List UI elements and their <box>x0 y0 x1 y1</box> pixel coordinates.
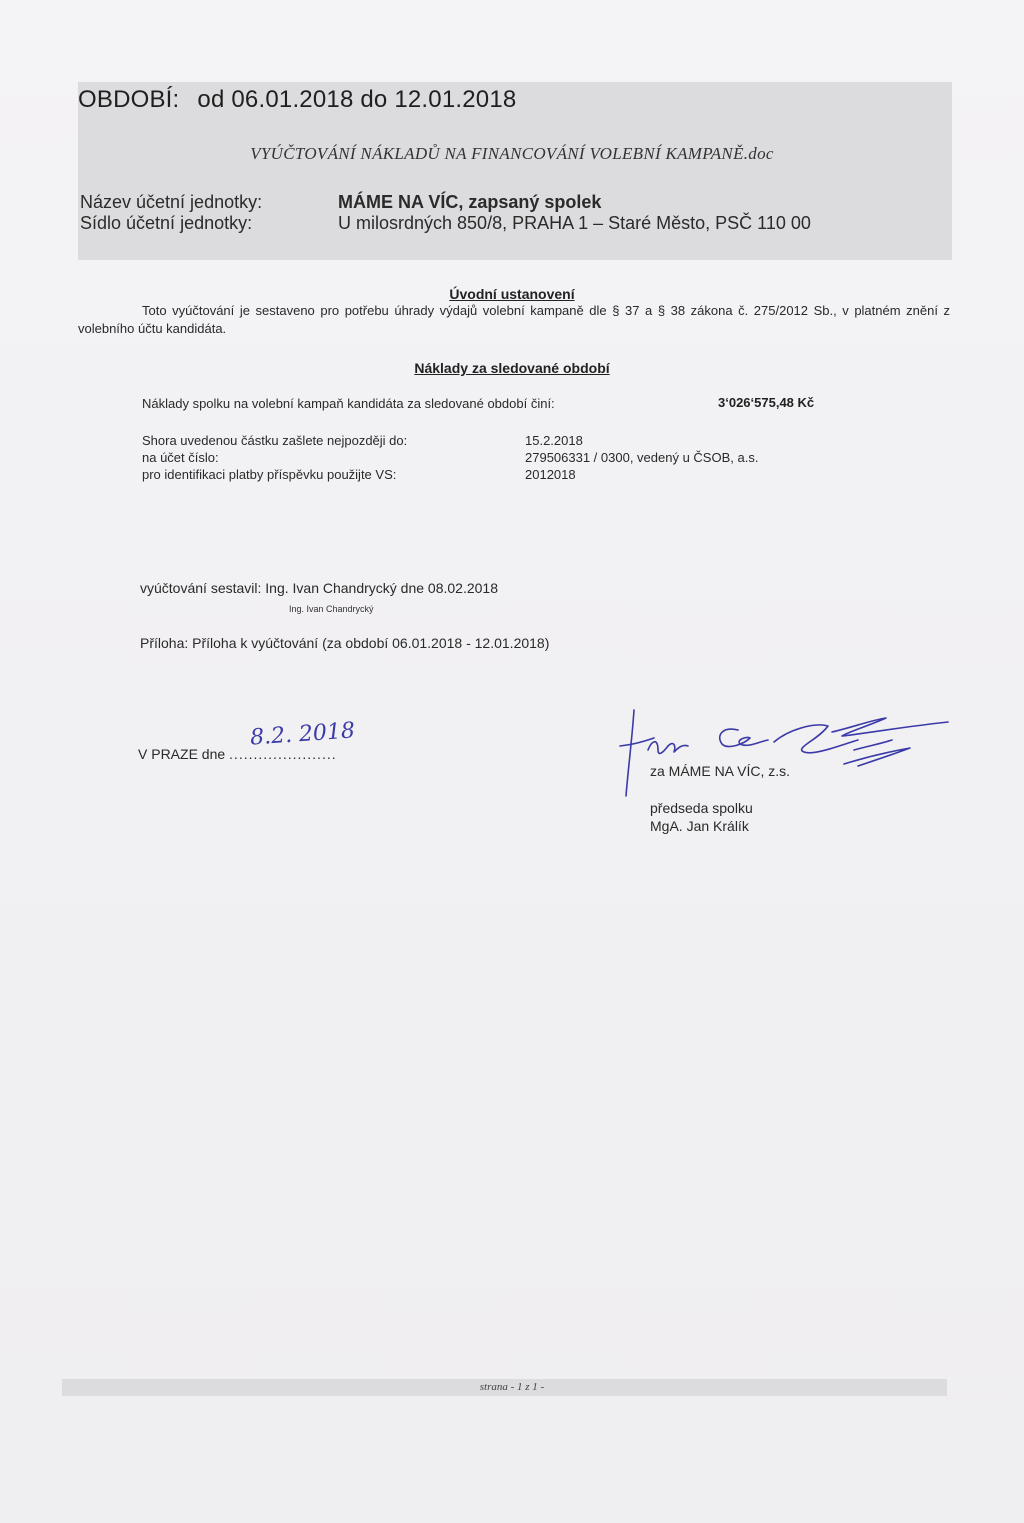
period-value: od 06.01.2018 do 12.01.2018 <box>197 86 517 113</box>
payment-value: 15.2.2018 <box>525 433 583 448</box>
entity-name-row <box>80 192 601 213</box>
signer-name: MgA. Jan Králík <box>650 818 749 834</box>
compiler-stamp-name: Ing. Ivan Chandrycký <box>289 604 374 614</box>
place-date-line <box>138 746 337 762</box>
signing-organization: za MÁME NA VÍC, z.s. <box>650 763 791 779</box>
period-label: OBDOBÍ: <box>78 86 180 113</box>
document-title: VYÚČTOVÁNÍ NÁKLADŮ NA FINANCOVÁNÍ VOLEBNÍ KAMPANĚ.doc <box>250 144 774 163</box>
entity-seat-value: U milosrdných 850/8, PRAHA 1 – Staré Město, PSČ 110 00 <box>338 213 811 233</box>
payment-row <box>142 449 758 466</box>
costs-line: Náklady spolku na volební kampaň kandidáta za sledované období činí: <box>142 396 555 411</box>
payment-label: Shora uvedenou částku zašlete nejpozději do: <box>142 433 408 448</box>
compiled-by-line: vyúčtování sestavil: Ing. Ivan Chandrycký dne 08.02.2018 <box>140 580 498 596</box>
entity-seat-row <box>80 213 811 234</box>
entity-seat-label: Sídlo účetní jednotky: <box>80 213 253 233</box>
period-heading <box>78 86 516 114</box>
intro-text: Toto vyúčtování je sestaveno pro potřebu úhrady výdajů volební kampaně dle § 37 a § 38 zákona č. 275/2012 Sb., v platném znění z volebního účtu kandidáta. <box>78 303 950 336</box>
handwritten-date: 8.2. 2018 <box>249 718 356 751</box>
payment-value: 2012018 <box>525 467 576 482</box>
payment-details <box>142 432 758 483</box>
payment-label: na účet číslo: <box>142 450 219 465</box>
place-label: V PRAZE dne <box>138 746 226 762</box>
signer-role: předseda spolku <box>650 800 753 816</box>
costs-heading: Náklady za sledované období <box>414 360 610 376</box>
entity-name-label: Název účetní jednotky: <box>80 192 263 212</box>
payment-value: 279506331 / 0300, vedený u ČSOB, a.s. <box>525 450 759 465</box>
payment-row <box>142 432 758 449</box>
page-number: strana - 1 z 1 - <box>479 1381 545 1393</box>
payment-label: pro identifikaci platby příspěvku použijte VS: <box>142 467 397 482</box>
intro-heading: Úvodní ustanovení <box>449 286 575 302</box>
costs-amount: 3‘026‘575,48 Kč <box>718 395 815 410</box>
signature-icon <box>618 700 958 800</box>
attachment-line: Příloha: Příloha k vyúčtování (za období 06.01.2018 - 12.01.2018) <box>140 635 550 651</box>
payment-row <box>142 466 758 483</box>
entity-name-value: MÁME NA VÍC, zapsaný spolek <box>338 192 602 212</box>
date-dots: ...................... <box>229 746 337 762</box>
